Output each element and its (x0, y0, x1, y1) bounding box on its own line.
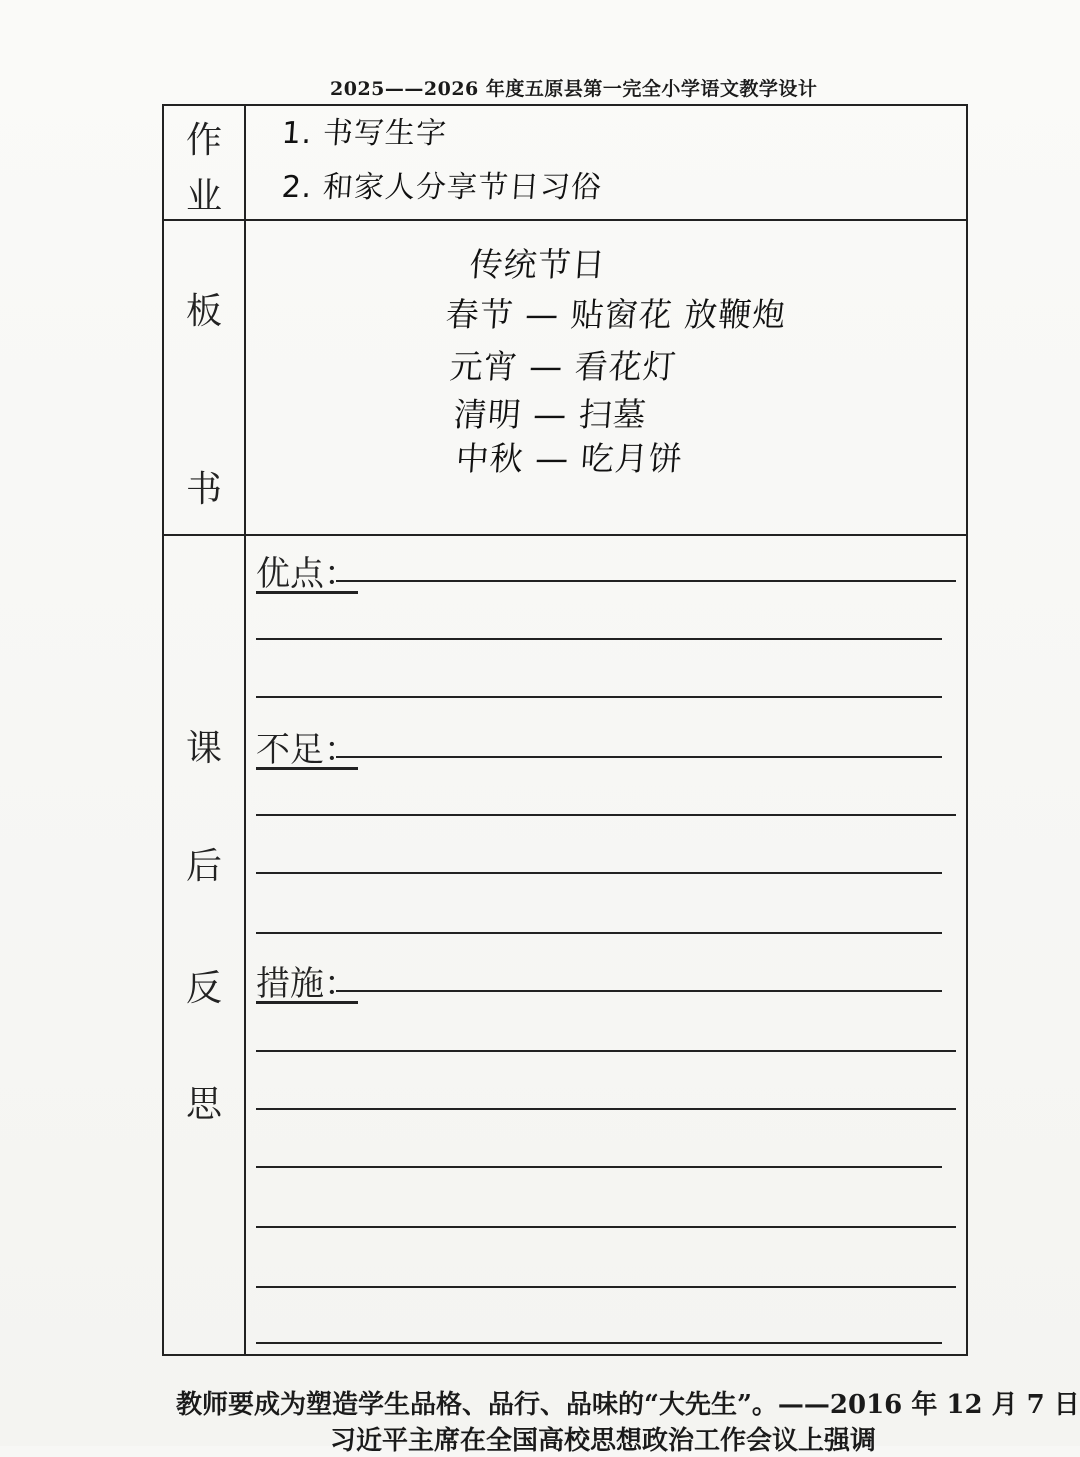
homework-item: 1. 书写生字 (280, 116, 449, 151)
homework-row (164, 106, 966, 221)
writing-line (256, 872, 942, 874)
section-measures-label: 措施： (256, 964, 358, 1004)
blackboard-title: 传统节日 (468, 245, 608, 284)
blackboard-label-char: 板 (185, 291, 222, 332)
homework-item: 2. 和家人分享节日习俗 (280, 170, 604, 205)
blackboard-line: 元宵 — 看花灯 (448, 347, 679, 386)
reflection-label-char: 反 (185, 968, 222, 1009)
footer-quote: 教师要成为塑造学生品格、品行、品味的“大先生”。——2016 年 12 月 7 日 (176, 1390, 1080, 1420)
homework-label-char: 业 (185, 176, 222, 217)
writing-line (256, 814, 956, 816)
lesson-table (162, 104, 968, 1356)
blackboard-line: 中秋 — 吃月饼 (454, 439, 685, 478)
section-strengths-label: 优点： (256, 554, 358, 594)
writing-line (256, 1166, 942, 1168)
writing-line (336, 756, 942, 758)
blackboard-label-char: 书 (185, 469, 222, 510)
blackboard-line: 清明 — 扫墓 (452, 395, 649, 434)
reflection-label-char: 课 (185, 728, 222, 769)
blackboard-label (164, 221, 246, 534)
writing-line (256, 1226, 956, 1228)
writing-line (256, 1050, 956, 1052)
writing-line (256, 932, 942, 934)
writing-line (256, 1108, 956, 1110)
blackboard-row (164, 221, 966, 536)
footer-attribution: 习近平主席在全国高校思想政治工作会议上强调 (330, 1426, 877, 1456)
section-weaknesses-label: 不足： (256, 730, 358, 770)
writing-line (256, 638, 942, 640)
reflection-label (164, 536, 246, 1354)
reflection-label-char: 思 (185, 1084, 222, 1125)
blackboard-line: 春节 — 贴窗花 放鞭炮 (444, 295, 788, 334)
writing-line (256, 1342, 942, 1344)
writing-line (336, 990, 942, 992)
reflection-label-char: 后 (185, 846, 222, 887)
homework-label (164, 106, 246, 219)
reflection-row (164, 536, 966, 1354)
writing-line (336, 580, 956, 582)
writing-line (256, 696, 942, 698)
writing-line (256, 1286, 956, 1288)
page-header: 2025——2026 年度五原县第一完全小学语文教学设计 (330, 78, 818, 100)
homework-label-char: 作 (185, 120, 222, 161)
